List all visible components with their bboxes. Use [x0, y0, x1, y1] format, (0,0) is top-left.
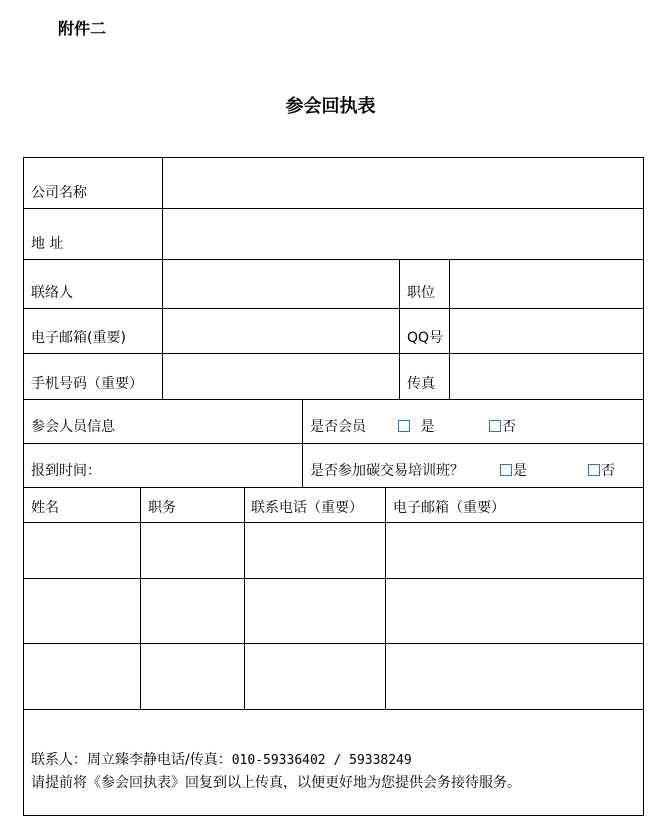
- member-no-label: 否: [502, 419, 516, 435]
- footer-phone-numbers: 010-59336402 / 59338249: [231, 753, 412, 768]
- attachment-label: 附件二: [58, 19, 107, 38]
- address-field[interactable]: [163, 209, 643, 259]
- member-no-checkbox[interactable]: [489, 420, 501, 432]
- footer-contact-line: [31, 752, 412, 769]
- position-field[interactable]: [450, 260, 643, 308]
- attendee-name-cell[interactable]: [24, 523, 140, 578]
- attendee-email-cell[interactable]: [386, 523, 643, 578]
- attendee-email-cell[interactable]: [386, 644, 643, 709]
- training-no-label: 否: [601, 463, 615, 479]
- member-yes-option[interactable]: [398, 419, 434, 435]
- header-name: 姓名: [31, 500, 59, 516]
- label-is-member: 是否会员: [310, 419, 366, 435]
- training-no-checkbox[interactable]: [588, 464, 600, 476]
- attendee-title-cell[interactable]: [141, 579, 244, 643]
- training-yes-option[interactable]: [500, 463, 527, 479]
- header-phone: 联系电话（重要）: [251, 500, 363, 516]
- label-contact-person: 联络人: [31, 285, 73, 301]
- label-training-question: 是否参加碳交易培训班？: [310, 463, 464, 479]
- company-name-field[interactable]: [163, 158, 643, 208]
- header-email: 电子邮箱（重要）: [393, 500, 505, 516]
- row-divider: [23, 709, 644, 710]
- mobile-field[interactable]: [163, 354, 399, 399]
- label-address: 地 址: [31, 236, 64, 252]
- member-yes-label: 是: [420, 419, 435, 435]
- member-no-option[interactable]: [489, 419, 516, 435]
- label-qq: QQ号: [407, 330, 444, 346]
- label-fax: 传真: [407, 376, 435, 392]
- label-arrival-time: 报到时间：: [31, 463, 101, 479]
- label-mobile: 手机号码（重要）: [31, 376, 143, 392]
- training-no-option[interactable]: [588, 463, 615, 479]
- row-divider: [23, 399, 644, 400]
- contact-person-field[interactable]: [163, 260, 399, 308]
- training-yes-checkbox[interactable]: [500, 464, 512, 476]
- col-divider: [302, 399, 303, 487]
- col-divider: [399, 259, 400, 399]
- label-position: 职位: [407, 285, 435, 301]
- footer-note: 请提前将《参会回执表》回复到以上传真，以便更好地为您提供会务接待服务。: [31, 775, 521, 791]
- label-company-name: 公司名称: [31, 185, 87, 201]
- training-yes-label: 是: [513, 463, 527, 479]
- footer-contact-label: 联系人：周立臻李静电话/传真：: [31, 752, 232, 768]
- attendee-email-cell[interactable]: [386, 579, 643, 643]
- attendee-phone-cell[interactable]: [245, 644, 385, 709]
- fax-field[interactable]: [450, 354, 643, 399]
- form-title: 参会回执表: [285, 96, 376, 117]
- header-title: 职务: [148, 500, 176, 516]
- row-divider: [23, 487, 644, 488]
- email-field[interactable]: [163, 309, 399, 353]
- table-border-bottom: [23, 815, 644, 816]
- qq-field[interactable]: [450, 309, 643, 353]
- label-email: 电子邮箱(重要): [31, 330, 126, 346]
- row-divider: [23, 443, 644, 444]
- attendee-title-cell[interactable]: [141, 644, 244, 709]
- member-yes-checkbox[interactable]: [398, 420, 410, 432]
- attendee-name-cell[interactable]: [24, 579, 140, 643]
- attendee-name-cell[interactable]: [24, 644, 140, 709]
- attendee-phone-cell[interactable]: [245, 579, 385, 643]
- attendee-title-cell[interactable]: [141, 523, 244, 578]
- label-attendee-info: 参会人员信息: [31, 419, 115, 435]
- attendee-phone-cell[interactable]: [245, 523, 385, 578]
